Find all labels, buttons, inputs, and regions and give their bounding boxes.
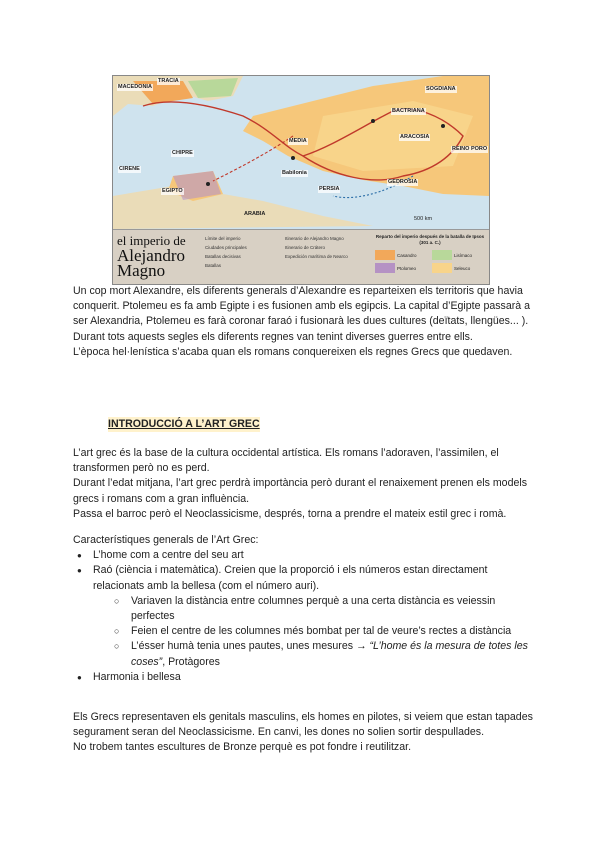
- characteristics-intro: Característiques generals de l’Art Grec:: [73, 534, 259, 546]
- key-title: Reparto del imperio después de la batalla de Ipsos (301 a. C.): [375, 234, 485, 245]
- key-label: Seleuco: [454, 265, 471, 271]
- sub-item-text: , Protàgores: [162, 655, 220, 668]
- sub-list-item: ○ Variaven la distància entre columnes perquè a una certa distància es veiessin perfectes: [131, 594, 533, 624]
- paragraph: L’art grec és la base de la cultura occidental artística. Els romans l’adoraven, l’assimilen, el transformen però no es perd.: [73, 447, 499, 475]
- legend-key: [375, 234, 485, 273]
- characteristics-block: [73, 533, 533, 685]
- paragraph: Passa el barroc però el Neoclassicisme, després, torna a prendre el mateix estil grec i romà.: [73, 507, 507, 520]
- key-item: [432, 250, 485, 260]
- paragraph-block-1: [73, 284, 533, 360]
- paragraph: Durant l’edat mitjana, l’art grec perdrà importància però durant el renaixement prenen els models grecs i romans com a gran influència.: [73, 477, 528, 505]
- alexander-empire-map: [112, 75, 490, 285]
- legend-entry: Expedición marítima de Nearco: [285, 254, 348, 259]
- map-label: SOGDIANA: [426, 86, 456, 92]
- map-label: CHIPRE: [172, 150, 193, 156]
- key-label: Ptolomeo: [397, 265, 417, 271]
- map-label: REINO PORO: [452, 146, 488, 152]
- paragraph-block-3: [73, 710, 533, 756]
- map-label: PERSIA: [319, 186, 340, 192]
- list-item: ● Harmonia i bellesa: [93, 670, 533, 685]
- protagoras-quote: “L’home és la mesura de totes les coses”: [131, 640, 528, 668]
- legend-entry: Itinerario de Crátero: [285, 245, 326, 250]
- map-title-line: Alejandro: [117, 246, 185, 265]
- map-title-line: Magno: [117, 261, 166, 280]
- sub-item-text: L’ésser humà tenia unes pautes, unes mesures →: [131, 640, 370, 653]
- list-item-text: Raó (ciència i matemàtica). Creien que la proporció i els números estan directament relacionats amb la bellesa (com el número auri).: [93, 564, 488, 592]
- paragraph: Un cop mort Alexandre, els diferents generals d’Alexandre es reparteixen els territoris que havia conquerit. Ptolemeu es fa amb Egipte i es fusionen amb els egipcis. La capital d’Egipte passarà a ser Alexandria, Ptolemeu es farà coronar faraó i fusionarà les dues cultures (deïtats, llengües... ).: [73, 285, 530, 328]
- map-legend: [113, 229, 489, 285]
- legend-routes: [285, 234, 348, 261]
- section-heading: INTRODUCCIÓ A L’ART GREC: [108, 418, 260, 430]
- map-label: MEDIA: [289, 138, 307, 144]
- map-label: TRACIA: [158, 78, 179, 84]
- characteristics-list: [73, 548, 533, 685]
- legend-entry: Itinerario de Alejandro Magno: [285, 236, 344, 241]
- paragraph: No trobem tantes escultures de Bronze perquè es pot fondre i reutilitzar.: [73, 741, 412, 754]
- map-label: EGIPTO: [162, 188, 183, 194]
- legend-entry: Batallas: [205, 263, 222, 268]
- map-title: [117, 233, 199, 278]
- paragraph: Els Grecs representaven els genitals masculins, els homes en pilotes, si veiem que estan tapades segurament seran del Neoclassicisme. En canvi, les dones no solien sortir despullades.: [73, 711, 533, 739]
- map-drawing: [113, 76, 489, 229]
- sub-list: [93, 594, 533, 670]
- map-label: Babilonia: [282, 170, 307, 176]
- list-item: [93, 563, 533, 669]
- key-item: [432, 263, 485, 273]
- map-label: GEDROSIA: [388, 179, 418, 185]
- legend-entry: Ciudades principales: [205, 245, 247, 250]
- sub-list-item: [131, 639, 533, 669]
- map-title-line: el imperio de: [117, 233, 186, 248]
- key-label: Lisímaco: [454, 252, 473, 258]
- sub-list-item: ○ Feien el centre de les columnes més bombat per tal de veure’s rectes a distància: [131, 624, 533, 639]
- map-label: BACTRIANA: [392, 108, 425, 114]
- legend-symbols: [205, 234, 247, 270]
- key-label: Casandro: [397, 252, 417, 258]
- legend-entry: Batallas decisivas: [205, 254, 241, 259]
- map-label: MACEDONIA: [118, 84, 152, 90]
- paragraph: L’època hel·lenística s’acaba quan els romans conquereixen els regnes Grecs que quedaven.: [73, 345, 513, 358]
- key-item: [375, 263, 428, 273]
- paragraph: Durant tots aquests segles els diferents regnes van tenint diverses guerres entre ells.: [73, 330, 473, 343]
- map-label: CIRENE: [119, 166, 140, 172]
- map-label: ARACOSIA: [400, 134, 430, 140]
- map-label: ARABIA: [244, 211, 266, 217]
- paragraph-block-2: [73, 446, 533, 522]
- list-item: ● L’home com a centre del seu art: [93, 548, 533, 563]
- key-item: [375, 250, 428, 260]
- map-scale: 500 km: [414, 216, 433, 222]
- legend-entry: Límite del imperio: [205, 236, 241, 241]
